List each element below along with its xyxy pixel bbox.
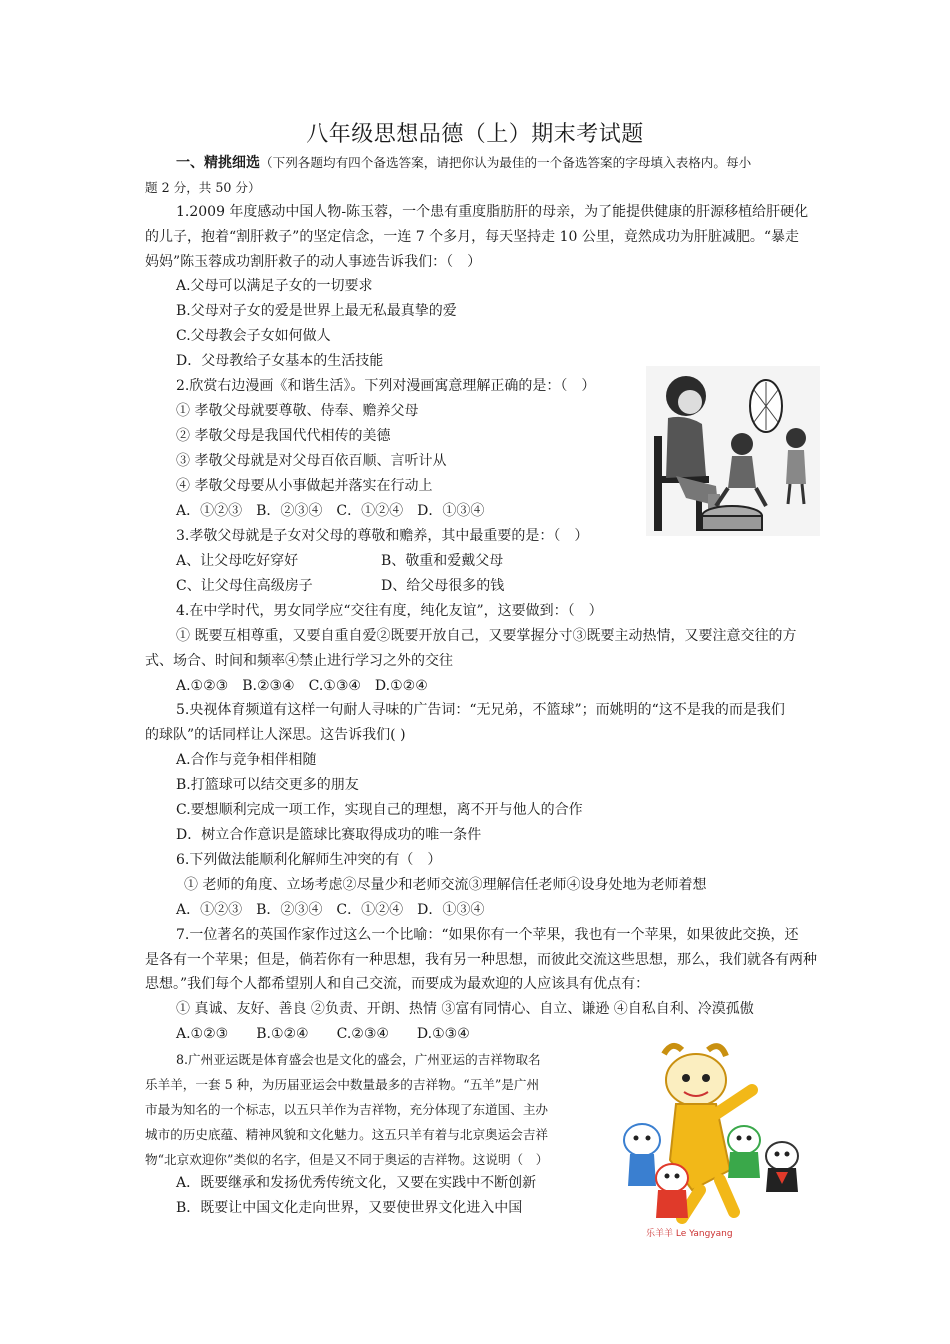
section-note: （下列各题均有四个备选答案，请把你认为最佳的一个备选答案的字母填入表格内。每小 xyxy=(260,155,752,170)
q6-statements: ① 老师的角度、立场考虑②尽量少和老师交流③理解信任老师④设身处地为老师着想 xyxy=(184,877,707,893)
q8-stem-line: 乐羊羊，一套 5 种，为历届亚运会中数量最多的吉祥物。“五羊”是广州 xyxy=(145,1077,540,1092)
q1-stem-line: 妈妈”陈玉蓉成功割肝救子的动人事迹告诉我们：（ ） xyxy=(145,254,482,270)
q3-stem: 3.孝敬父母就是子女对父母的尊敬和赡养，其中最重要的是：（ ） xyxy=(176,528,589,544)
q1-stem-line: 1.2009 年度感动中国人物-陈玉蓉，一个患有重度脂肪肝的母亲，为了能提供健康的肝源移植给肝硬化 xyxy=(176,204,809,220)
q2-statement-4: ④ 孝敬父母要从小事做起并落实在行动上 xyxy=(176,478,433,494)
q6-options: A．①②③ B．②③④ C．①②④ D．①③④ xyxy=(176,902,485,918)
q2-statement-3: ③ 孝敬父母就是对父母百依百顺、言听计从 xyxy=(176,453,447,469)
q5-option-c: C.要想顺利完成一项工作，实现自己的理想，离不开与他人的合作 xyxy=(176,802,583,818)
q2-statement-2: ② 孝敬父母是我国代代相传的美德 xyxy=(176,428,391,444)
q5-option-b: B.打篮球可以结交更多的朋友 xyxy=(176,777,359,793)
q2-options: A．①②③ B．②③④ C．①②④ D．①③④ xyxy=(176,503,485,519)
q8-stem-line: 物“北京欢迎你”类似的名字，但是又不同于奥运的吉祥物。这说明（ ） xyxy=(145,1152,549,1167)
asian-games-mascot-image xyxy=(612,1040,812,1245)
q3-option-b: B、敬重和爱戴父母 xyxy=(381,553,504,569)
cartoon-harmonious-life-image xyxy=(646,366,820,536)
q1-option-b: B.父母对子女的爱是世界上最无私最真挚的爱 xyxy=(176,303,457,319)
q8-stem-line: 市最为知名的一个标志，以五只羊作为吉祥物，充分体现了东道国、主办 xyxy=(145,1102,548,1117)
q7-stem-line: 思想。”我们每个人都希望别人和自己交流，而要成为最欢迎的人应该具有优点有： xyxy=(145,976,650,992)
q7-options: A.①②③ B.①②④ C.②③④ D.①③④ xyxy=(176,1026,470,1042)
q2-stem: 2.欣赏右边漫画《和谐生活》。下列对漫画寓意理解正确的是：（ ） xyxy=(176,378,596,394)
q5-option-d: D．树立合作意识是篮球比赛取得成功的唯一条件 xyxy=(176,827,482,843)
q8-option-b: B．既要让中国文化走向世界，又要使世界文化进入中国 xyxy=(176,1200,523,1216)
q2-statement-1: ① 孝敬父母就要尊敬、侍奉、赡养父母 xyxy=(176,403,419,419)
q7-statements: ① 真诚、友好、善良 ②负责、开朗、热情 ③富有同情心、自立、谦逊 ④自私自利、冷漠孤傲 xyxy=(176,1001,754,1017)
section-header xyxy=(176,150,751,176)
section-title: 一、精挑细选 xyxy=(176,155,260,171)
q7-stem-line: 7.一位著名的英国作家作过这么一个比喻：“如果你有一个苹果，我也有一个苹果，如果彼此交换，还 xyxy=(176,927,799,943)
q3-option-d: D、给父母很多的钱 xyxy=(381,578,505,594)
q8-option-a: A．既要继承和发扬优秀传统文化，又要在实践中不断创新 xyxy=(176,1175,537,1191)
mascot-caption: 乐羊羊 Le Yangyang xyxy=(646,1229,733,1239)
q8-stem-line: 城市的历史底蕴、精神风貌和文化魅力。这五只羊有着与北京奥运会吉祥 xyxy=(145,1127,548,1142)
q6-stem: 6.下列做法能顺利化解师生冲突的有（ ） xyxy=(176,852,442,868)
q3-option-a: A、让父母吃好穿好 xyxy=(176,553,299,569)
q1-option-a: A.父母可以满足子女的一切要求 xyxy=(176,278,373,294)
q8-stem-line: 8.广州亚运既是体育盛会也是文化的盛会，广州亚运的吉祥物取名 xyxy=(176,1052,541,1067)
q3-option-c: C、让父母住高级房子 xyxy=(176,578,313,594)
q4-statements: ① 既要互相尊重，又要自重自爱②既要开放自己，又要掌握分寸③既要主动热情，又要注意交往的方 xyxy=(176,628,797,644)
q4-statements-cont: 式、场合、时间和频率④禁止进行学习之外的交往 xyxy=(145,653,453,669)
q5-stem-line: 5.央视体育频道有这样一句耐人寻味的广告词：“无兄弟，不篮球”；而姚明的“这不是我的而是我们 xyxy=(176,702,785,718)
q1-option-d: D．父母教给子女基本的生活技能 xyxy=(176,353,384,369)
q5-stem-line: 的球队”的话同样让人深思。这告诉我们( ) xyxy=(145,727,406,743)
page-title: 八年级思想品德（上）期末考试题 xyxy=(306,122,644,147)
q4-options: A.①②③ B.②③④ C.①③④ D.①②④ xyxy=(176,678,428,694)
q5-option-a: A.合作与竞争相伴相随 xyxy=(176,752,317,768)
q1-stem-line: 的儿子，抱着“割肝救子”的坚定信念，一连 7 个多月，每天坚持走 10 公里，竟然成功为肝脏减肥。“暴走 xyxy=(145,229,799,245)
section-note-cont: 题 2 分，共 50 分） xyxy=(145,180,261,195)
q7-stem-line: 是各有一个苹果；但是，倘若你有一种思想，我有另一种思想，而彼此交流这些思想，那么，我们就各有两种 xyxy=(145,952,817,968)
q4-stem: 4.在中学时代，男女同学应“交往有度，纯化友谊”，这要做到：（ ） xyxy=(176,603,603,619)
q1-option-c: C.父母教会子女如何做人 xyxy=(176,328,331,344)
